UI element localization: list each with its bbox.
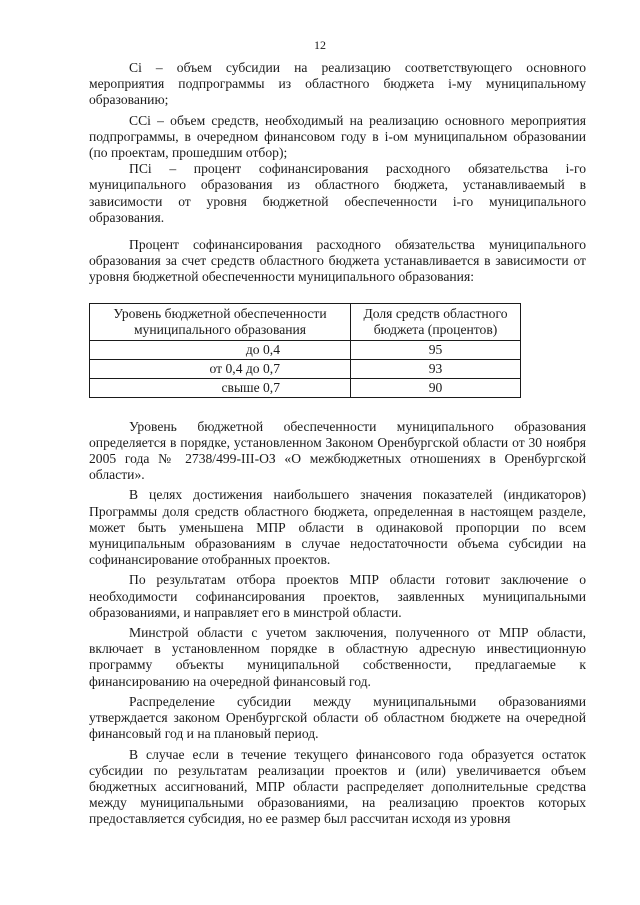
- paragraph-minstroy-program: Минстрой области с учетом заключения, полученного от МПР области, включает в установленном порядке в областную адресную инвестиционную программу объекты муниципальной собственности, предлагаемые к финансированию на очередной финансовый год.: [89, 625, 586, 689]
- paragraph-mpr-conclusion: По результатам отбора проектов МПР области готовит заключение о необходимости софинансирования проектов, заявленных муниципальными образованиями, и направляет его в минстрой области.: [89, 572, 586, 620]
- table-row: [90, 378, 521, 397]
- header-regional-share: Доля средств областного бюджета (процентов): [351, 303, 521, 340]
- paragraph-pci-definition: ПCi – процент софинансирования расходного обязательства i-го муниципального образования из областного бюджета, устанавливаемый в зависимости от уровня бюджетной обеспеченности i-го муниципального образования.: [89, 161, 586, 225]
- table-row: [90, 340, 521, 359]
- paragraph-budget-level-law: Уровень бюджетной обеспеченности муниципального образования определяется в порядке, установленном Законом Оренбургской области от 30 ноября 2005 года № 2738/499-III-ОЗ «О межбюджетных отношениях в Оренбургской области».: [89, 418, 586, 483]
- table-cell-share: 90: [351, 378, 521, 397]
- paragraph-cci-definition: CCi – объем средств, необходимый на реализацию основного мероприятия подпрограммы, в очередном финансовом году в i-ом муниципальном образовании (по проектам, прошедшим отбор);: [89, 112, 586, 161]
- table-header-row: [90, 303, 521, 340]
- table-cell-share: 95: [351, 340, 521, 359]
- paragraph-subsidy-remainder: В случае если в течение текущего финансового года образуется остаток субсидии по результатам реализации проектов и (или) увеличивается объем бюджетных ассигнований, МПР области распределяет дополнительные средства между муниципальными образованиями, на реализацию проектов которых предоставляется субсидия, но ее размер был рассчитан исходя из уровня: [89, 746, 586, 827]
- table-cell-share: 93: [351, 359, 521, 378]
- table-cell-level: до 0,4: [90, 340, 351, 359]
- document-body: [89, 60, 586, 828]
- page-number: 12: [314, 38, 326, 52]
- paragraph-subsidy-distribution: Распределение субсидии между муниципальными образованиями утверждается законом Оренбургской области об областном бюджете на очередной финансовый год и на плановый период.: [89, 693, 586, 742]
- table-cell-level: свыше 0,7: [90, 378, 351, 397]
- paragraph-ci-definition: Ci – объем субсидии на реализацию соответствующего основного мероприятия подпрограммы из областного бюджета i-му муниципальному образованию;: [89, 60, 586, 108]
- paragraph-share-reduction: В целях достижения наибольшего значения показателей (индикаторов) Программы доля средств областного бюджета, определенная в настоящем разделе, может быть уменьшена МПР области в одинаковой пропорции по всем муниципальным образованиям в случае недостаточности объема субсидии на софинансирование отобранных проектов.: [89, 487, 586, 568]
- table-cell-level: от 0,4 до 0,7: [90, 359, 351, 378]
- cofinancing-table: [89, 303, 521, 398]
- paragraph-cofinancing-percent: Процент софинансирования расходного обязательства муниципального образования за счет средств областного бюджета устанавливается в зависимости от уровня бюджетной обеспеченности муниципального образования:: [89, 237, 586, 285]
- header-budget-level: Уровень бюджетной обеспеченности муниципального образования: [90, 303, 351, 340]
- table-row: [90, 359, 521, 378]
